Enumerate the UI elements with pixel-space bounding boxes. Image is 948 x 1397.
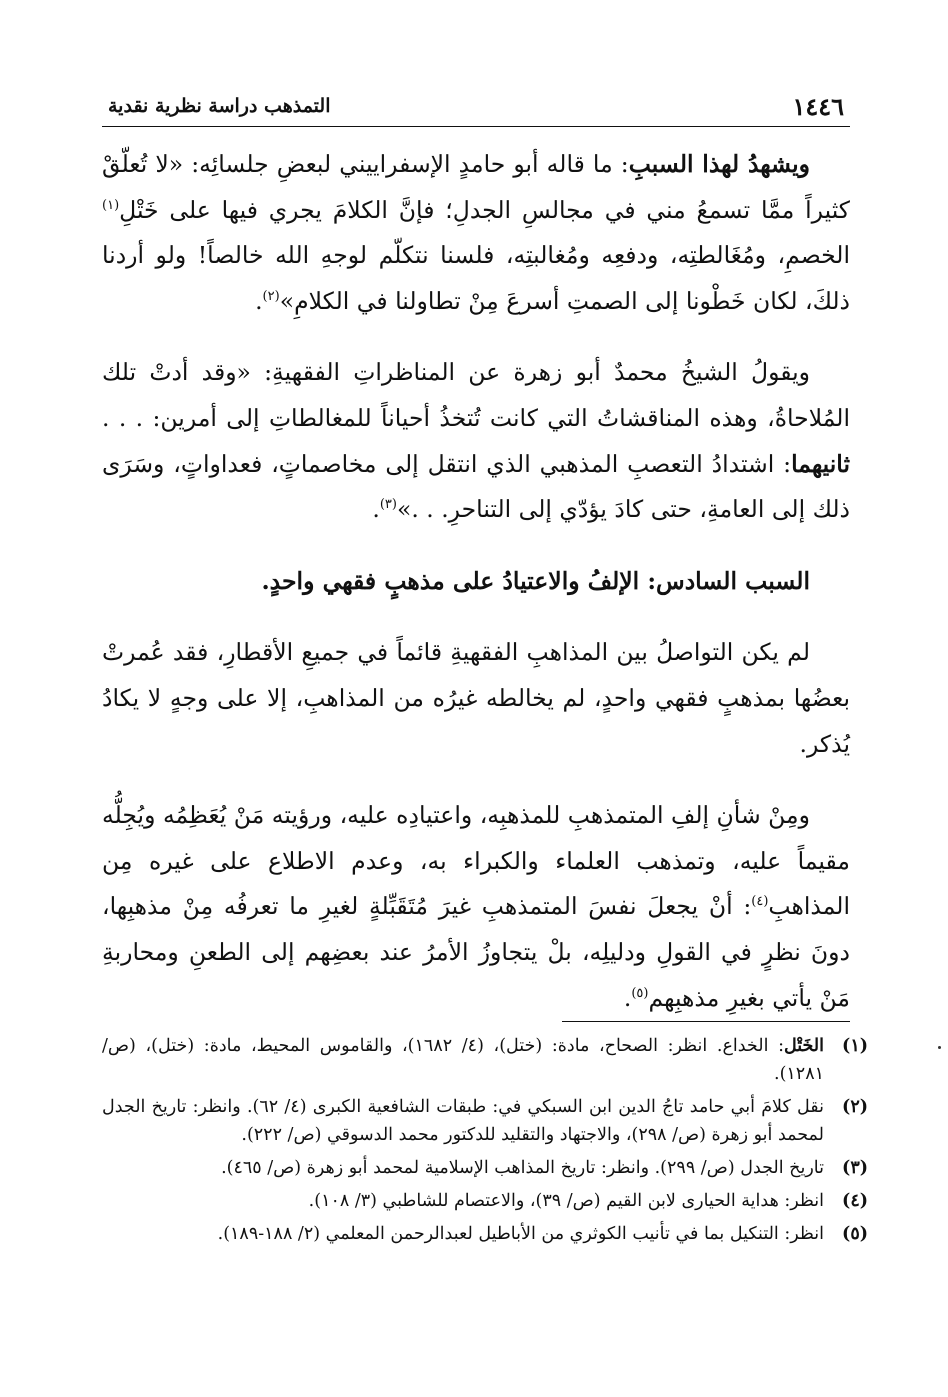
paragraph-text: : ما قاله أبو حامدٍ الإسفراييني لبعضِ جلسائِه: «لا تُعلّقْ كثيراً ممَّا تسمعُ مني في مجالسِ الجدلِ؛ فإنَّ الكلامَ يجري فيها على خَتْلِ (102, 150, 850, 224)
paragraph-text: لم يكن التواصلُ بين المذاهبِ الفقهيةِ قائماً في جميعِ الأقطارِ، فقد عُمرتْ بعضُها بمذهبٍ فقهي واحدٍ، لم يخالطه غيرُه من المذاهبِ، إلا على وجهٍ لا يكادُ يُذكر. (102, 638, 850, 758)
paragraph-text: الخصمِ، ومُغَالطتِه، ودفعِه ومُغالبتِه، فلسنا نتكلّم لوجهِ الله خالصاً! ولو أردنا ذلكَ، لكان خَطْونا إلى الصمتِ أسرعَ مِنْ تطاولنا في الكلامِ» (102, 241, 850, 315)
footnote-separator (562, 1021, 850, 1022)
paragraph-lead: ويشهدُ لهذا السببِ (628, 150, 810, 178)
paragraph-text: . (623, 983, 632, 1012)
footnotes (102, 1032, 868, 1253)
page-header (102, 92, 850, 127)
paragraph-text: : اشتدادُ التعصبِ المذهبي الذي انتقل إلى مخاصماتٍ، فعداواتٍ، وسَرَى ذلك إلى العامةِ، حتى كادَ يؤدّي إلى التناحرِ. . .» (102, 449, 850, 524)
paragraph-4 (102, 793, 850, 1021)
scan-speck (938, 1046, 941, 1049)
paragraph-3 (102, 630, 850, 767)
footnote-ref[interactable]: (٣) (379, 497, 397, 513)
section-heading: السبب السادس: الإلفُ والاعتيادُ على مذهبٍ فقهي واحدٍ. (261, 566, 810, 595)
footnote-item (102, 1187, 868, 1215)
running-title: التمذهب دراسة نظرية نقدية (108, 95, 331, 117)
paragraph-text: . (372, 495, 380, 524)
paragraph-text: : أنْ يجعلَ نفسَ المتمذهبِ غيرَ مُتَقَبِّلةٍ لغيرِ ما تعرفُه مِنْ مذهبِها، دونَ نظرٍ في القولِ ودليلِه، بلْ يتجاوزُ الأمرُ عند بعضِهم إلى الطعنِ ومحاربةِ مَنْ يأتي بغيرِ مذهبِهم (102, 892, 850, 1012)
paragraph-2 (102, 350, 850, 532)
footnote-text (102, 1187, 824, 1215)
footnote-ref[interactable]: (١) (102, 197, 120, 213)
footnote-item (102, 1032, 868, 1088)
footnote-number: (٤) (842, 1191, 868, 1211)
paragraph-1 (102, 142, 850, 324)
footnote-body: انظر: التنكيل بما في تأنيب الكوثري من الأباطيل لعبدالرحمن المعلمي (٢/ ١٨٨-١٨٩). (217, 1224, 824, 1244)
footnote-item (102, 1154, 868, 1182)
footnote-number: (٥) (842, 1224, 868, 1244)
footnote-ref[interactable]: (٢) (262, 288, 280, 304)
footnote-ref[interactable]: (٥) (631, 985, 649, 1001)
footnote-item (102, 1220, 868, 1248)
footnote-text (102, 1220, 824, 1248)
footnote-text (102, 1154, 824, 1182)
footnote-keyword: الخَتْل (783, 1036, 824, 1056)
paragraph-text: ويقولُ الشيخُ محمدٌ أبو زهرة عن المناظراتِ الفقهيةِ: «وقد أدتْ تلك المُلاحاةُ، وهذه المناقشاتُ التي كانت تُتخذُ أحياناً للمغالطاتِ إلى أمرين: . . . (102, 358, 850, 432)
footnote-number: (١) (842, 1036, 868, 1056)
footnote-body: تاريخ الجدل (ص/ ٢٩٩). وانظر: تاريخ المذاهب الإسلامية لمحمد أبو زهرة (ص/ ٤٦٥). (221, 1158, 824, 1178)
footnote-body: نقل كلامَ أبي حامد تاجُ الدين ابن السبكي في: طبقات الشافعية الكبرى (٤/ ٦٢). وانظر: تاريخ الجدل لمحمد أبو زهرة (ص/ ٢٩٨)، والاجتهاد والتقليد للدكتور محمد الدسوقي (ص/ ٢٢٢). (102, 1097, 824, 1145)
footnote-ref[interactable]: (٤) (751, 894, 769, 910)
footnote-number: (٢) (842, 1097, 868, 1117)
footnote-body: : الخداع. انظر: الصحاح، مادة: (ختل)، (٤/ ١٦٨٢)، والقاموس المحيط، مادة: (ختل)، (ص/ ١٢٨١). (102, 1036, 824, 1084)
bold-term: ثانيهما (791, 449, 850, 478)
footnote-text (102, 1032, 824, 1088)
footnote-text (102, 1093, 824, 1149)
footnote-item (102, 1093, 868, 1149)
paragraph-text: . (255, 286, 263, 315)
page-number: ١٤٤٦ (792, 92, 844, 121)
footnote-body: انظر: هداية الحيارى لابن القيم (ص/ ٣٩)، والاعتصام للشاطبي (٣/ ١٠٨). (308, 1191, 824, 1211)
footnote-number: (٣) (842, 1158, 868, 1178)
paragraph-text: ومِنْ شأنِ إلفِ المتمذهبِ للمذهبِه، واعتيادِه عليه، ورؤيته مَنْ يُعَظِمُه ويُجِلُّه مقيماً عليه، وتمذهب العلماء والكبراء به، وعدم الاطلاع على غيره مِن المذاهبِ (102, 801, 850, 921)
main-text (102, 142, 850, 1047)
